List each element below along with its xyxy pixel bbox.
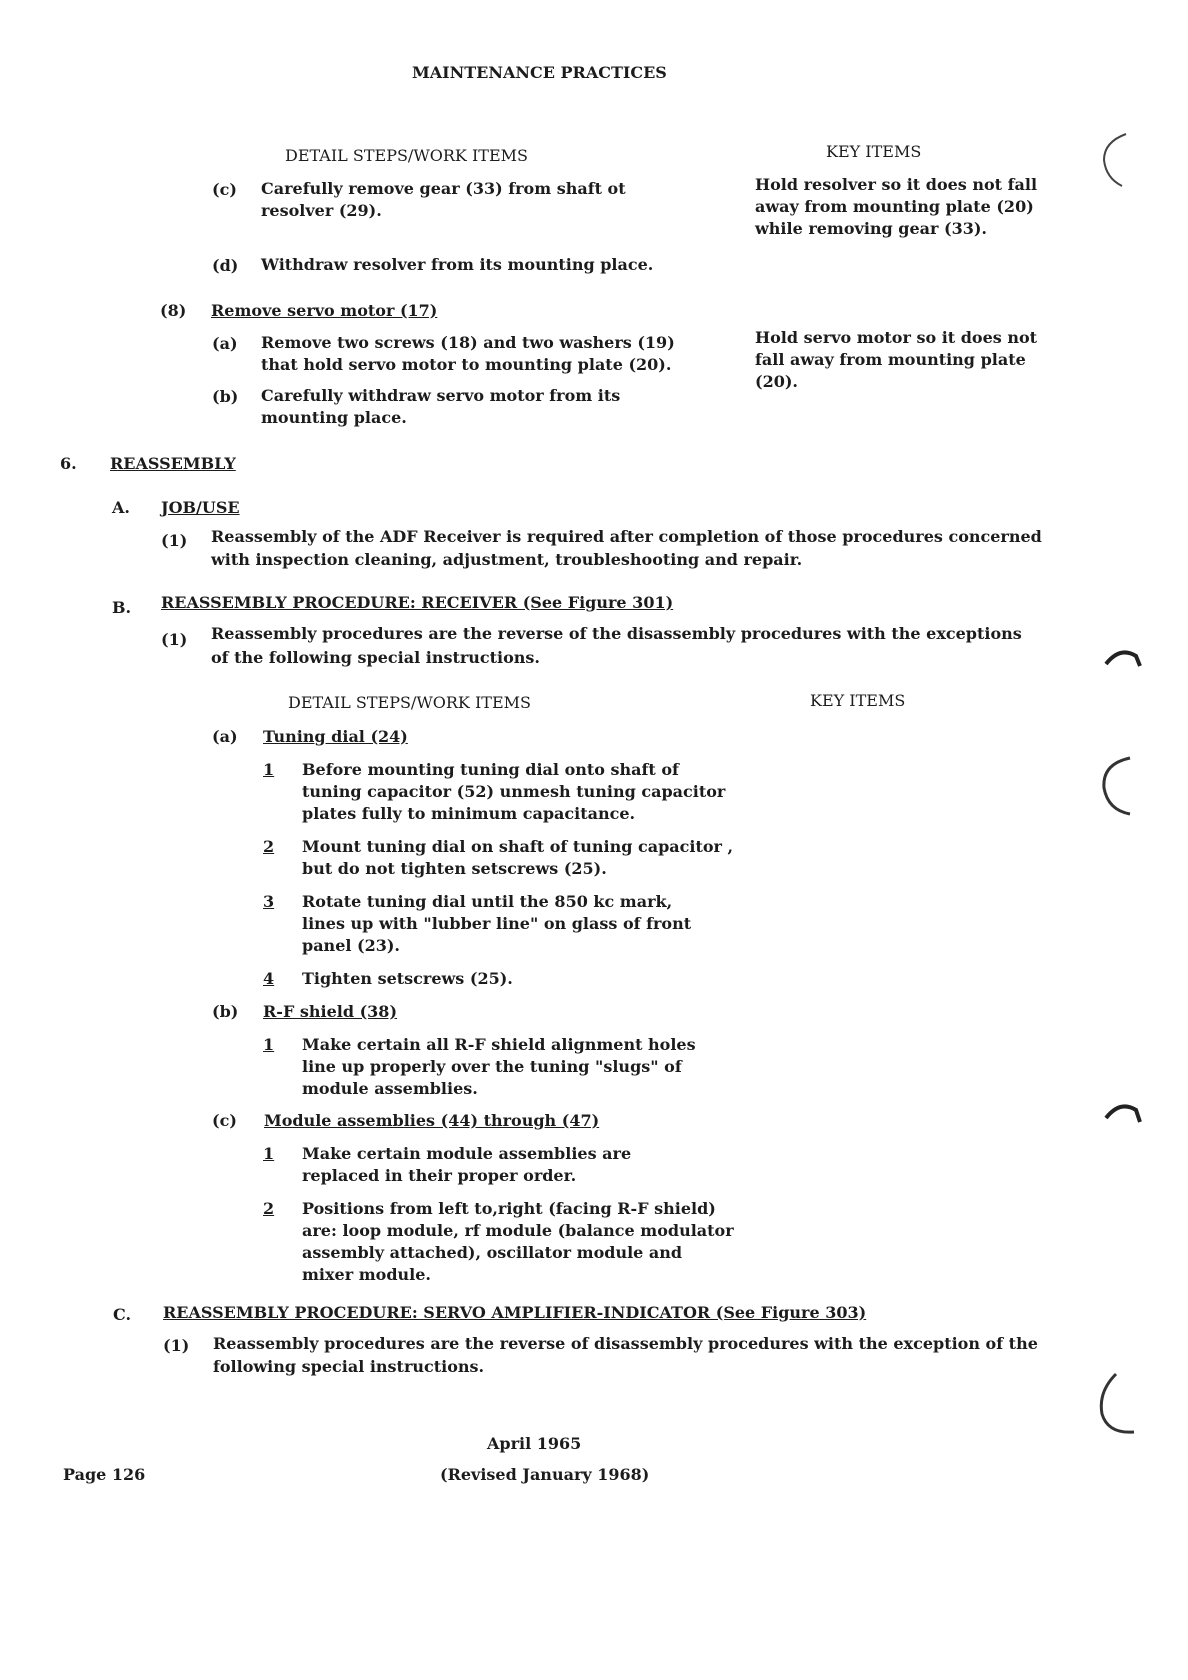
step-b-a2-line1: Mount tuning dial on shaft of tuning capacitor , <box>302 837 734 856</box>
step-b-a1-line2: tuning capacitor (52) unmesh tuning capacitor <box>302 782 726 801</box>
step-8a-key-line3: (20). <box>755 372 798 391</box>
section-b-letter: B. <box>112 598 132 617</box>
page-header-title: MAINTENANCE PRACTICES <box>412 63 667 82</box>
section-c-line1: Reassembly procedures are the reverse of disassembly procedures with the exception of the <box>213 1334 1038 1353</box>
step-b-c2-line4: mixer module. <box>302 1265 431 1284</box>
step-b-a3-line2: lines up with "lubber line" on glass of front <box>302 914 692 933</box>
step-b-c2-line1: Positions from left to,right (facing R-F shield) <box>302 1199 716 1218</box>
step-8a-label: (a) <box>212 334 238 353</box>
step-8a-key-line1: Hold servo motor so it does not <box>755 328 1038 347</box>
section-a-letter: A. <box>112 498 130 517</box>
section-c-item-number: (1) <box>163 1336 190 1355</box>
binder-hole-mark <box>1096 752 1146 822</box>
step-b-a-label: (a) <box>212 727 238 746</box>
section-6-title: REASSEMBLY <box>110 454 236 473</box>
step-8-label: (8) <box>160 301 187 320</box>
section-b-line1: Reassembly procedures are the reverse of the disassembly procedures with the exceptions <box>211 624 1022 643</box>
binder-hole-mark <box>1100 1094 1150 1128</box>
step-b-c1-line2: replaced in their proper order. <box>302 1166 577 1185</box>
step-d-line1: Withdraw resolver from its mounting place. <box>261 255 654 274</box>
section-b-item-number: (1) <box>161 630 188 649</box>
step-8a-line1: Remove two screws (18) and two washers (19) <box>261 333 675 352</box>
footer-revised-date: (Revised January 1968) <box>440 1465 650 1484</box>
section-a-title: JOB/USE <box>161 498 240 517</box>
section-c-title: REASSEMBLY PROCEDURE: SERVO AMPLIFIER-INDICATOR (See Figure 303) <box>163 1303 867 1322</box>
step-b-c2-number: 2 <box>263 1199 275 1218</box>
footer-date: April 1965 <box>487 1434 582 1453</box>
step-b-c2-line3: assembly attached), oscillator module and <box>302 1243 683 1262</box>
step-c-line2: resolver (29). <box>261 201 382 220</box>
step-d-label: (d) <box>212 256 239 275</box>
step-8a-key-line2: fall away from mounting plate <box>755 350 1026 369</box>
step-b-c1-line1: Make certain module assemblies are <box>302 1144 632 1163</box>
section-6-number: 6. <box>60 454 77 473</box>
step-b-b-label: (b) <box>212 1002 239 1021</box>
section-c-line2: following special instructions. <box>213 1357 485 1376</box>
section-a-line2: with inspection cleaning, adjustment, troubleshooting and repair. <box>211 550 803 569</box>
step-b-a1-line1: Before mounting tuning dial onto shaft of <box>302 760 679 779</box>
section-b-line2: of the following special instructions. <box>211 648 540 667</box>
step-c-key-line2: away from mounting plate (20) <box>755 197 1034 216</box>
step-b-c2-line2: are: loop module, rf module (balance modulator <box>302 1221 734 1240</box>
binder-hole-mark <box>1100 640 1150 674</box>
step-8-title: Remove servo motor (17) <box>211 301 438 320</box>
step-c-label: (c) <box>212 180 237 199</box>
step-c-key-line3: while removing gear (33). <box>755 219 987 238</box>
step-8b-line2: mounting place. <box>261 408 407 427</box>
step-b-c1-number: 1 <box>263 1144 275 1163</box>
step-b-b1-line2: line up properly over the tuning "slugs" of <box>302 1057 682 1076</box>
section-b-title: REASSEMBLY PROCEDURE: RECEIVER (See Figure 301) <box>161 593 674 612</box>
step-b-a3-number: 3 <box>263 892 275 911</box>
step-b-b1-line1: Make certain all R-F shield alignment holes <box>302 1035 696 1054</box>
step-b-a2-line2: but do not tighten setscrews (25). <box>302 859 607 878</box>
step-c-key-line1: Hold resolver so it does not fall <box>755 175 1038 194</box>
footer-page-number: Page 126 <box>63 1465 146 1484</box>
step-8b-line1: Carefully withdraw servo motor from its <box>261 386 621 405</box>
step-b-a4-number: 4 <box>263 969 275 988</box>
step-b-b1-line3: module assemblies. <box>302 1079 478 1098</box>
section-c-letter: C. <box>113 1305 132 1324</box>
key-items-heading: KEY ITEMS <box>826 142 922 161</box>
step-b-c-title: Module assemblies (44) through (47) <box>264 1111 600 1130</box>
step-b-a1-line3: plates fully to minimum capacitance. <box>302 804 636 823</box>
step-b-a3-line1: Rotate tuning dial until the 850 kc mark, <box>302 892 673 911</box>
step-b-b-title: R-F shield (38) <box>263 1002 398 1021</box>
step-c-line1: Carefully remove gear (33) from shaft ot <box>261 179 626 198</box>
binder-hole-mark <box>1094 1368 1144 1444</box>
step-b-a1-number: 1 <box>263 760 275 779</box>
section-b-key-heading: KEY ITEMS <box>810 691 906 710</box>
step-b-b1-number: 1 <box>263 1035 275 1054</box>
step-b-c-label: (c) <box>212 1111 237 1130</box>
detail-steps-heading: DETAIL STEPS/WORK ITEMS <box>285 146 528 165</box>
step-b-a4-line1: Tighten setscrews (25). <box>302 969 513 988</box>
step-b-a2-number: 2 <box>263 837 275 856</box>
section-a-item-number: (1) <box>161 531 188 550</box>
section-a-line1: Reassembly of the ADF Receiver is required after completion of those procedures concerned <box>211 527 1042 546</box>
step-8a-line2: that hold servo motor to mounting plate (20). <box>261 355 672 374</box>
binder-hole-mark <box>1098 128 1148 198</box>
section-b-detail-heading: DETAIL STEPS/WORK ITEMS <box>288 693 531 712</box>
step-b-a-title: Tuning dial (24) <box>263 727 408 746</box>
step-8b-label: (b) <box>212 387 239 406</box>
step-b-a3-line3: panel (23). <box>302 936 400 955</box>
